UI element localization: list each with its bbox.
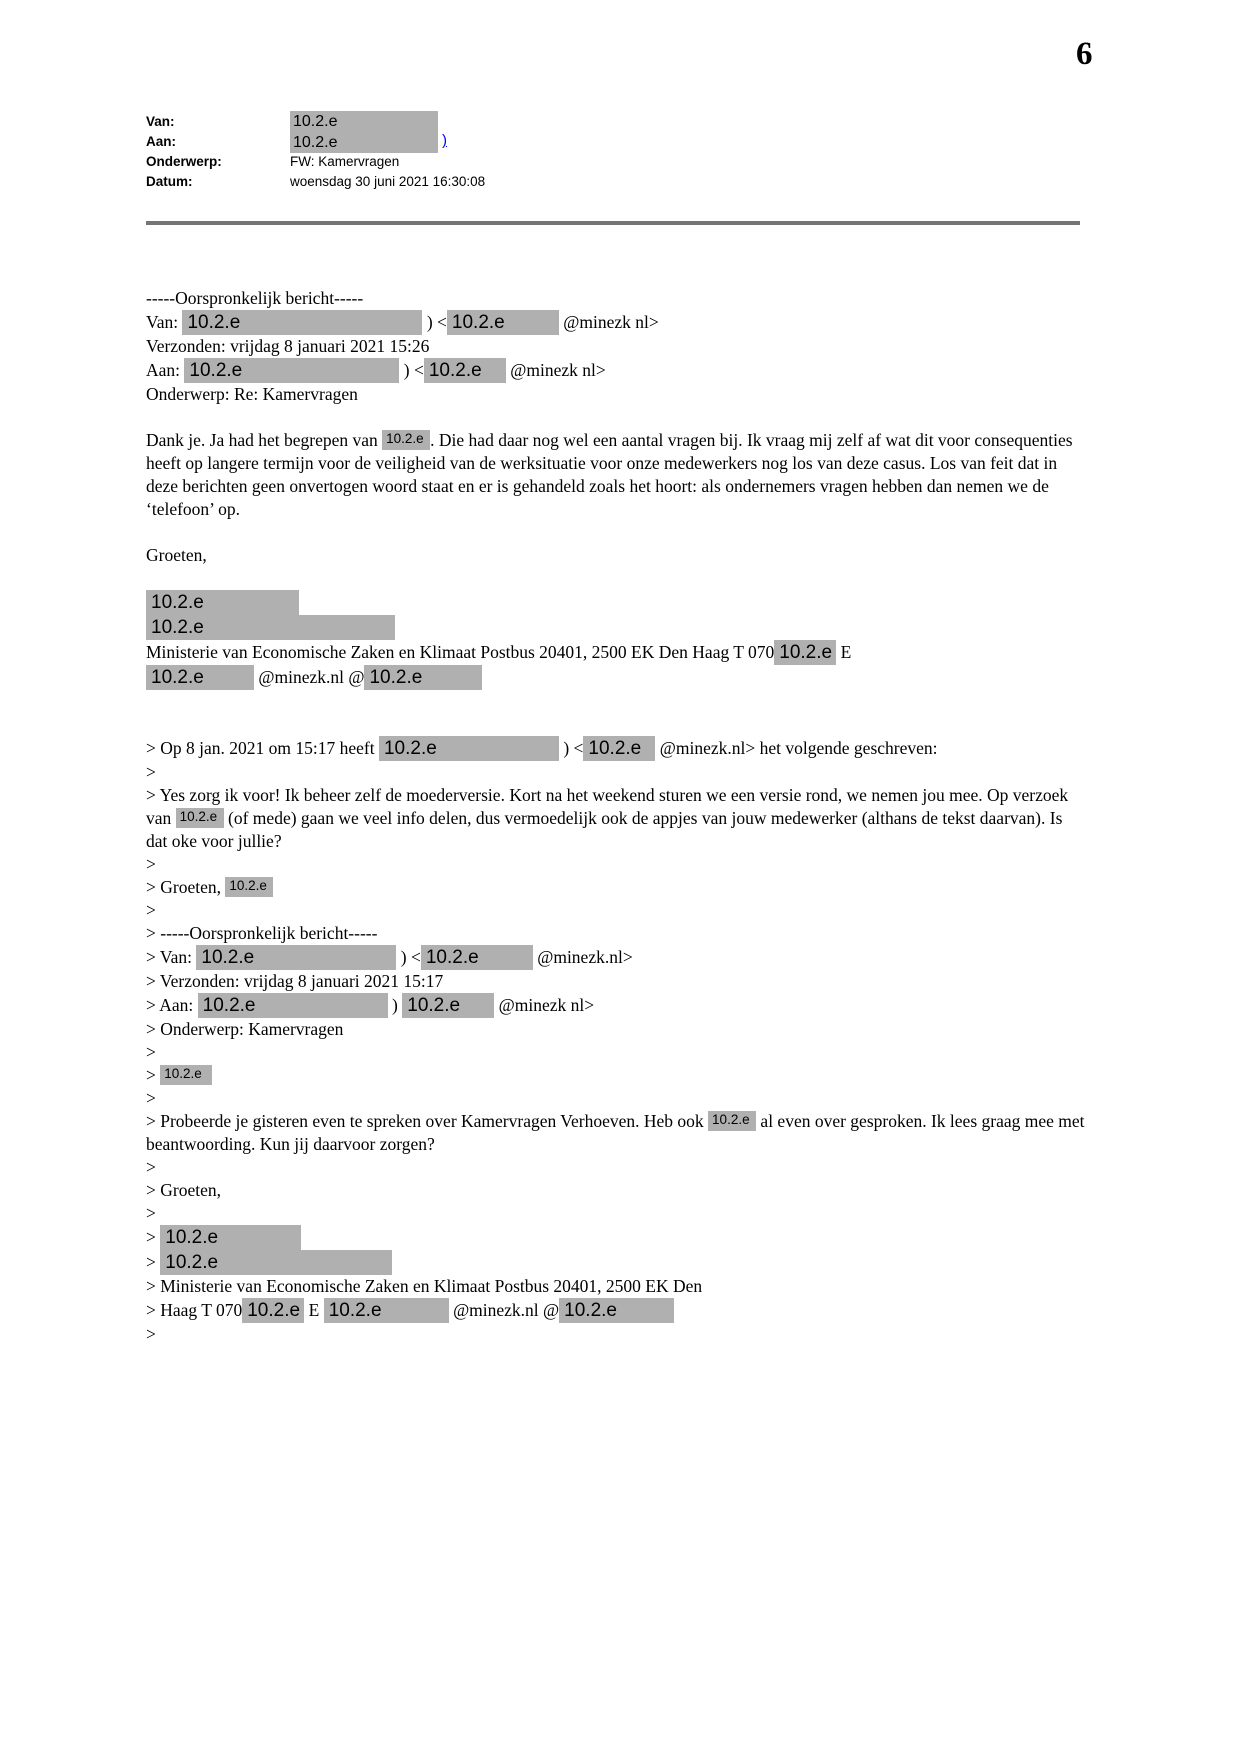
quote-mark [146,1323,1086,1346]
text-run: > Probeerde je gisteren even te spreken over Kamervragen Verhoeven. Heb ook [146,1111,709,1131]
text-run: Aan: [146,360,185,380]
aan-line [146,358,1086,383]
redaction-box: 10.2.e [364,665,482,690]
quoted-signature-redaction [146,1250,1086,1275]
quote-mark [146,1041,1086,1064]
text-run: @minezk nl> [494,995,595,1015]
quote-mark [146,853,1086,876]
quote-mark [146,899,1086,922]
text-run: . Die had daar nog wel een aantal vragen bij. Ik vraag mij zelf af wat dit voor consequenties heeft op langere termijn voor de veiligheid van de werksituatie voor onze medewerkers nog los van deze casus. Los van feit dat in deze berichten geen onvertogen woord staat en er is gehandeld zoals het hoort: als ondernemers vragen hebben dan nemen we de ‘telefoon’ op. [146,430,1073,519]
text-run: > [146,900,156,920]
email-header [146,112,846,192]
header-redaction-box [290,111,438,153]
redaction-box: 10.2.e [182,310,422,335]
text-run: > Ministerie van Economische Zaken en Klimaat Postbus 20401, 2500 EK Den [146,1276,703,1296]
redaction-label: 10.2.e [293,134,338,151]
quoted-signature-email [146,1298,1086,1323]
onderwerp-line [146,383,1086,406]
text-run: Van: [146,312,183,332]
quoted-signature-redaction [146,1225,1086,1250]
text-run: > Groeten, [146,1180,221,1200]
text-run: @minezk.nl @ [448,1300,560,1320]
header-row-aan [146,132,846,152]
text-run: ) < [396,947,421,967]
text-run: > [146,1088,156,1108]
text-run: Ministerie van Economische Zaken en Klimaat Postbus 20401, 2500 EK Den Haag T 070 [146,642,775,662]
text-run: > Aan: [146,995,198,1015]
text-run: ) < [399,360,424,380]
text-run: @minezk.nl> [532,947,633,967]
page-number: 6 [1076,36,1093,72]
van-label: Van: [146,114,175,129]
text-run: > Op 8 jan. 2021 om 15:17 heeft [146,738,379,758]
redaction-box: 10.2.e [146,615,395,640]
text-run: > Yes zorg ik voor! Ik beheer zelf de moederversie. Kort na het weekend sturen we een versie rond, we nemen jou mee. Op verzoek van [146,785,1069,828]
van-line [146,310,1086,335]
text-run: @minezk.nl> het volgende geschreven: [655,738,938,758]
redaction-box: 10.2.e [708,1111,756,1131]
text-run: @minezk nl> [505,360,606,380]
datum-label: Datum: [146,174,193,189]
text-run: > [146,1042,156,1062]
text-run: Onderwerp: Re: Kamervragen [146,384,358,404]
paragraph [146,429,1086,521]
redaction-box: 10.2.e [382,430,430,450]
aan-link[interactable]: ) [442,132,447,149]
redaction-box: 10.2.e [559,1298,674,1323]
redaction-box: 10.2.e [160,1225,301,1250]
redaction-box: 10.2.e [196,945,396,970]
redaction-box: 10.2.e [379,736,559,761]
aan-label: Aan: [146,134,176,149]
text-run: Dank je. Ja had het begrepen van [146,430,383,450]
redaction-box: 10.2.e [421,945,533,970]
email-body [146,287,1086,1346]
redaction-box: 10.2.e [225,877,273,897]
text-run: E [836,642,852,662]
quote-mark [146,1202,1086,1225]
redaction-box: 10.2.e [447,310,559,335]
redaction-box: 10.2.e [402,993,494,1018]
redaction-label: 10.2.e [293,113,338,130]
quoted-groeten [146,876,1086,899]
signature-redaction [146,615,1086,640]
text-run: > [146,1157,156,1177]
redaction-box: 10.2.e [583,736,655,761]
text-run: > Verzonden: vrijdag 8 januari 2021 15:17 [146,971,444,991]
redaction-box: 10.2.e [176,808,224,828]
text-run: > Haag T 070 [146,1300,243,1320]
quoted-redaction [146,1064,1086,1087]
text-run: > [146,1203,156,1223]
redaction-box: 10.2.e [424,358,506,383]
header-row-datum [146,172,846,192]
paragraph [146,784,1086,853]
header-row-onderwerp [146,152,846,172]
quote-mark [146,1156,1086,1179]
quoted-onderwerp-line [146,1018,1086,1041]
text-run: ) [387,995,403,1015]
text-run: @minezk.nl @ [254,667,365,687]
blank-line [146,567,1086,590]
text-run: > [146,1252,161,1272]
redaction-box: 10.2.e [184,358,399,383]
text-run: > Van: [146,947,197,967]
onderwerp-value: FW: Kamervragen [290,154,400,169]
quoted-van-line [146,945,1086,970]
text-run: > [146,854,156,874]
orig-bericht-divider [146,287,1086,310]
text-run: ) < [422,312,447,332]
redaction-box: 10.2.e [146,665,254,690]
redaction-box: 10.2.e [160,1065,212,1085]
text-run: @minezk nl> [558,312,659,332]
text-run: al even over gesproken. Ik lees graag mee met beantwoording. Kun jij daarvoor zorgen? [146,1111,1085,1154]
text-run: E [304,1300,324,1320]
text-run: > [146,1324,156,1344]
blank-line [146,521,1086,544]
paragraph [146,1110,1086,1156]
groeten-line [146,544,1086,567]
orig-bericht-divider [146,922,1086,945]
text-run: -----Oorspronkelijk bericht----- [146,288,364,308]
text-run: > Onderwerp: Kamervragen [146,1019,344,1039]
text-run: > -----Oorspronkelijk bericht----- [146,923,378,943]
onderwerp-label: Onderwerp: [146,154,222,169]
blank-line [146,713,1086,736]
redaction-box: 10.2.e [324,1298,449,1323]
quote-mark [146,761,1086,784]
quoted-verzonden-line [146,970,1086,993]
text-run: Verzonden: vrijdag 8 januari 2021 15:26 [146,336,430,356]
signature-redaction [146,590,1086,615]
quoted-groeten [146,1179,1086,1202]
blank-line [146,690,1086,713]
redaction-box: 10.2.e [198,993,388,1018]
header-row-van [146,112,846,132]
redaction-box: 10.2.e [242,1298,304,1323]
signature-email [146,665,1086,690]
quote-mark [146,1087,1086,1110]
quoted-signature-ministerie [146,1275,1086,1298]
text-run: > Groeten, [146,877,226,897]
redaction-box: 10.2.e [160,1250,392,1275]
text-run: (of mede) gaan we veel info delen, dus vermoedelijk ook de appjes van jouw medewerker (althans de tekst daarvan). Is dat oke voor jullie? [146,808,1063,851]
blank-line [146,406,1086,429]
verzonden-line [146,335,1086,358]
datum-value: woensdag 30 juni 2021 16:30:08 [290,174,486,189]
quoted-intro [146,736,1086,761]
redaction-box: 10.2.e [774,640,836,665]
text-run: > [146,762,156,782]
signature-ministerie [146,640,1086,665]
redaction-box: 10.2.e [146,590,299,615]
quoted-aan-line [146,993,1086,1018]
header-divider-rule [146,221,1080,225]
text-run: > [146,1065,161,1085]
text-run: Groeten, [146,545,207,565]
text-run: ) < [558,738,584,758]
text-run: > [146,1227,161,1247]
